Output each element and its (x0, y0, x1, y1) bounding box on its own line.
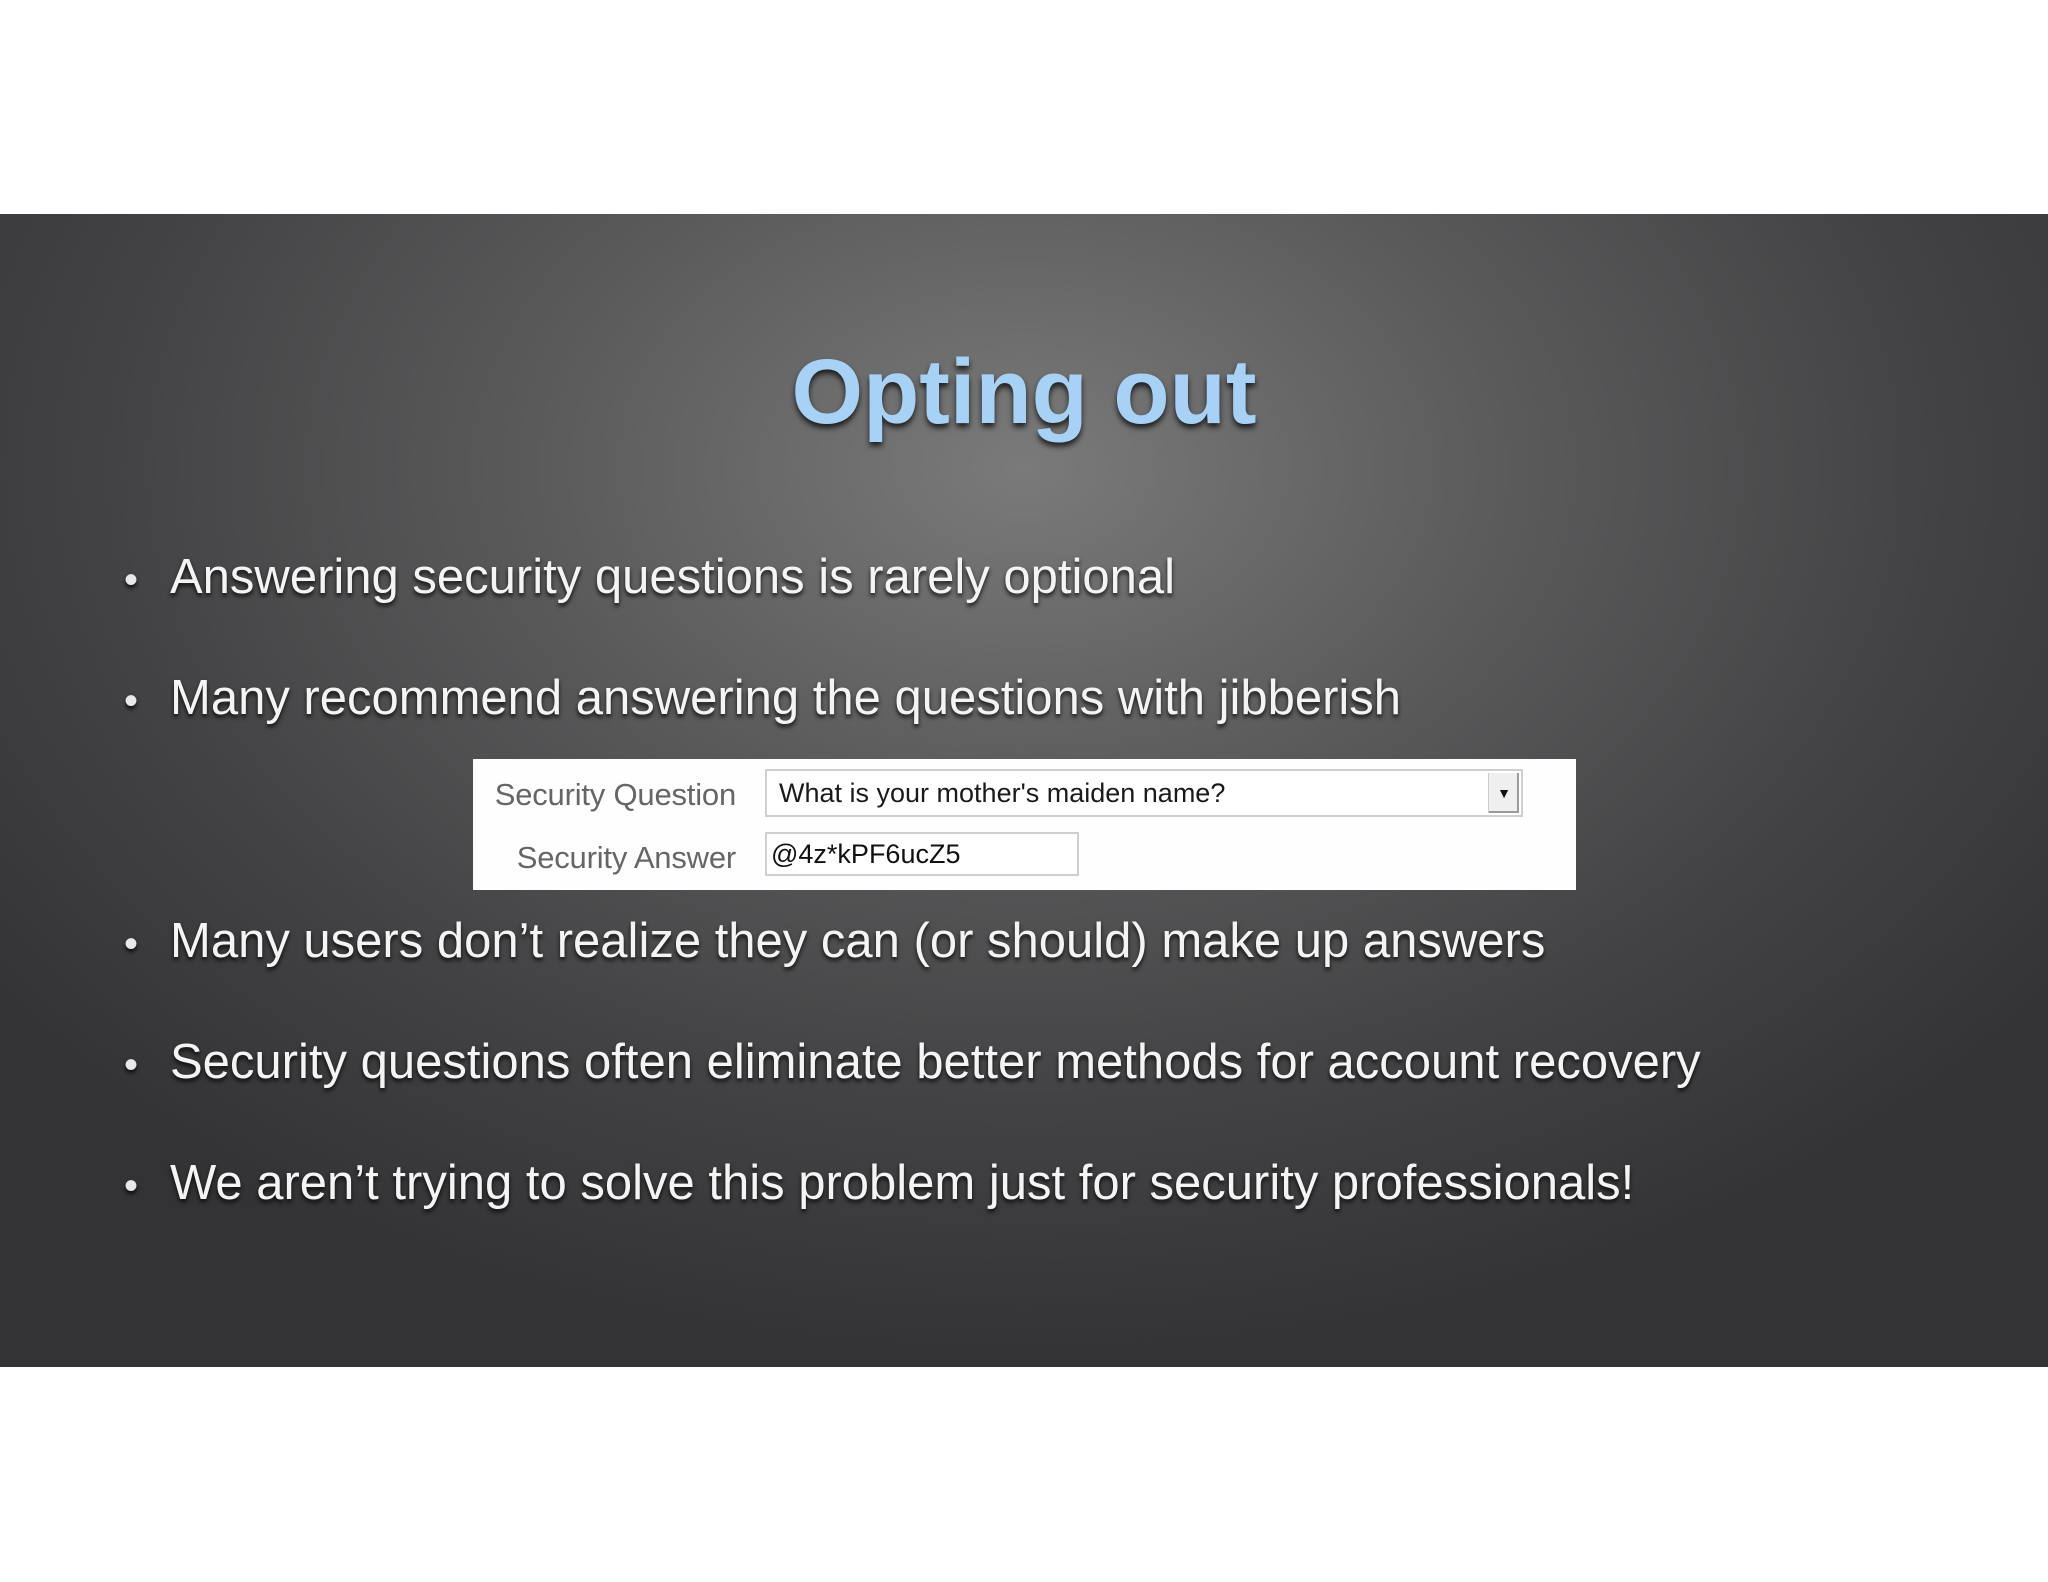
security-answer-input[interactable] (765, 832, 1079, 876)
bullet-text: Answering security questions is rarely optional (170, 550, 1175, 604)
security-question-select[interactable] (765, 769, 1523, 817)
bullet-text: We aren’t trying to solve this problem just for security professionals! (170, 1156, 1635, 1210)
bullet-text: Many recommend answering the questions with jibberish (170, 671, 1402, 725)
chevron-down-icon[interactable]: ▼ (1488, 773, 1519, 813)
bullet-glyph: • (124, 1043, 139, 1087)
security-question-row (473, 769, 1576, 825)
bullet-item (124, 1033, 1701, 1092)
bullet-glyph: • (124, 922, 139, 966)
security-answer-row (473, 832, 1576, 888)
security-form-screenshot (473, 759, 1576, 890)
bullet-glyph: • (124, 679, 139, 723)
bullet-text: Many users don’t realize they can (or should) make up answers (170, 914, 1546, 968)
bullet-text: Security questions often eliminate better methods for account recovery (170, 1035, 1701, 1089)
bullet-item (124, 912, 1545, 971)
bullet-glyph: • (124, 558, 139, 602)
slide (0, 214, 2048, 1367)
bullet-item (124, 548, 1175, 607)
bullet-item (124, 1154, 1634, 1213)
security-question-value: What is your mother's maiden name? (779, 778, 1226, 808)
slide-title: Opting out (791, 341, 1257, 443)
security-question-label: Security Question (494, 777, 736, 812)
bullet-item (124, 669, 1401, 728)
bullet-glyph: • (124, 1164, 139, 1208)
security-answer-label: Security Answer (516, 840, 736, 875)
